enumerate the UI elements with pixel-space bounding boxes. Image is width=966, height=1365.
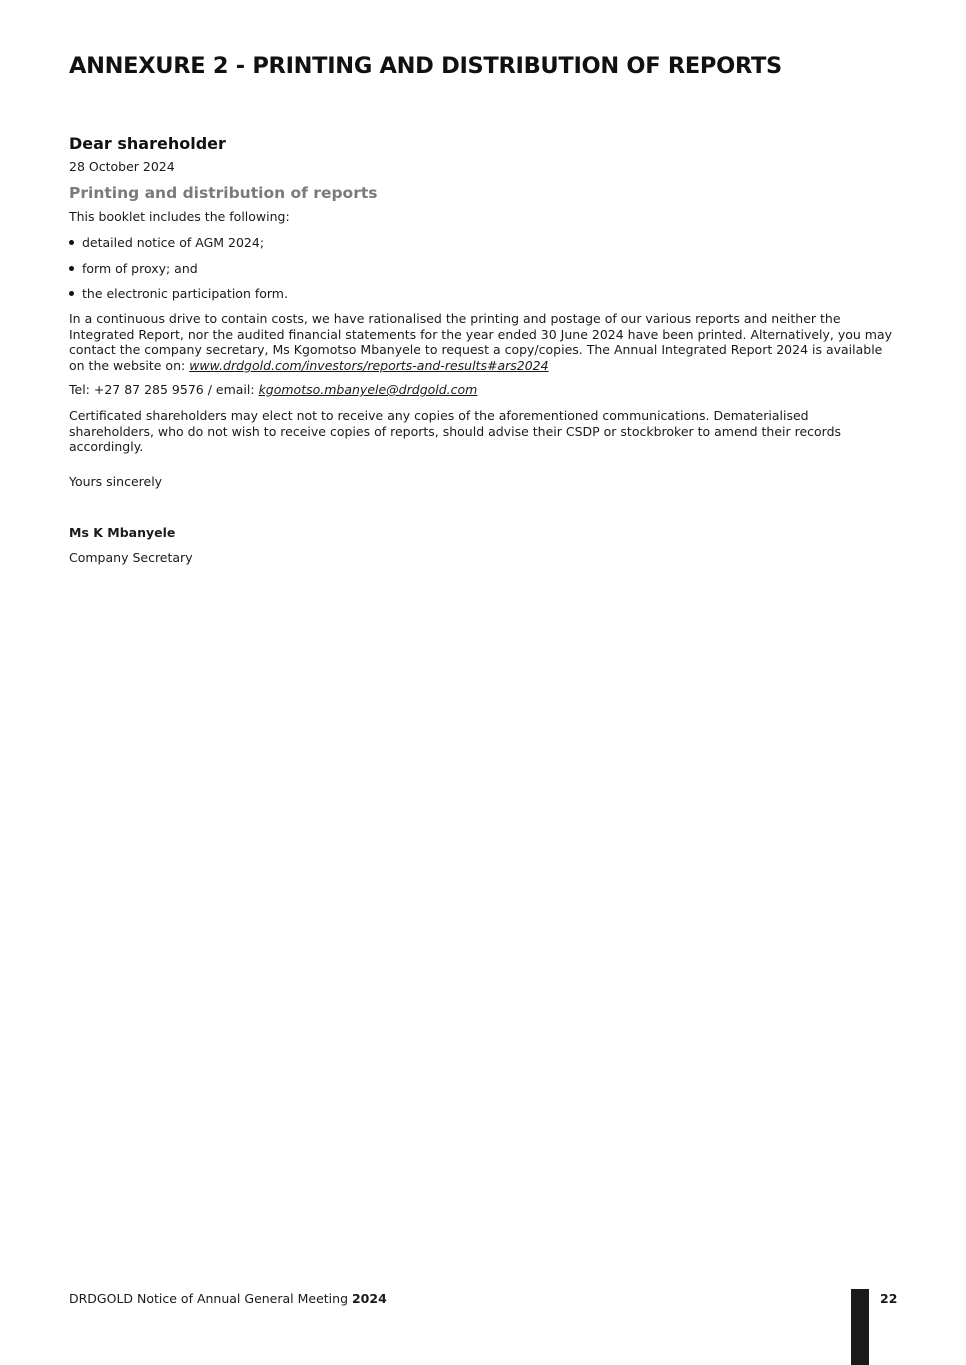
list-item: form of proxy; and — [69, 260, 288, 286]
booklet-contents-list — [69, 234, 288, 311]
shareholders-paragraph: Certificated shareholders may elect not to receive any copies of the aforementioned communications. Dematerialised shareholders, who do not wish to receive copies of reports, should advise their CSDP or stockbroker to amend their records accordingly. — [69, 408, 842, 455]
signer-name: Ms K Mbanyele — [69, 525, 176, 540]
contact-prefix: Tel: +27 87 285 9576 / email: — [69, 382, 259, 397]
page-title: ANNEXURE 2 - PRINTING AND DISTRIBUTION OF REPORTS — [69, 53, 782, 79]
intro-text: This booklet includes the following: — [69, 209, 290, 224]
letter-date: 28 October 2024 — [69, 159, 175, 174]
signer-role: Company Secretary — [69, 550, 193, 565]
cost-paragraph — [69, 311, 897, 373]
list-item: the electronic participation form. — [69, 285, 288, 311]
list-item: detailed notice of AGM 2024; — [69, 234, 288, 260]
email-link[interactable]: kgomotso.mbanyele@drdgold.com — [258, 382, 478, 397]
closing: Yours sincerely — [69, 474, 163, 489]
footer-bar — [851, 1289, 869, 1365]
contact-line — [69, 382, 897, 398]
footer-year: 2024 — [351, 1291, 387, 1306]
footer-publication-name: DRDGOLD Notice of Annual General Meeting — [69, 1291, 352, 1306]
cost-paragraph-text: In a continuous drive to contain costs, we have rationalised the printing and postage of our various reports and neither the Integrated Report, nor the audited financial statements for the year ended 30 June 2024 have been printed. Alternatively, you may contact the company secretary, Ms Kgomotso Mbanyele to request a copy/copies. The Annual Integrated Report 2024 is available on the website on: — [69, 311, 893, 373]
salutation: Dear shareholder — [69, 134, 226, 153]
section-subheading: Printing and distribution of reports — [69, 184, 378, 202]
reports-website-link[interactable]: www.drdgold.com/investors/reports-and-results#ars2024 — [189, 357, 549, 373]
page-number: 22 — [880, 1291, 898, 1306]
footer-publication — [69, 1291, 387, 1306]
